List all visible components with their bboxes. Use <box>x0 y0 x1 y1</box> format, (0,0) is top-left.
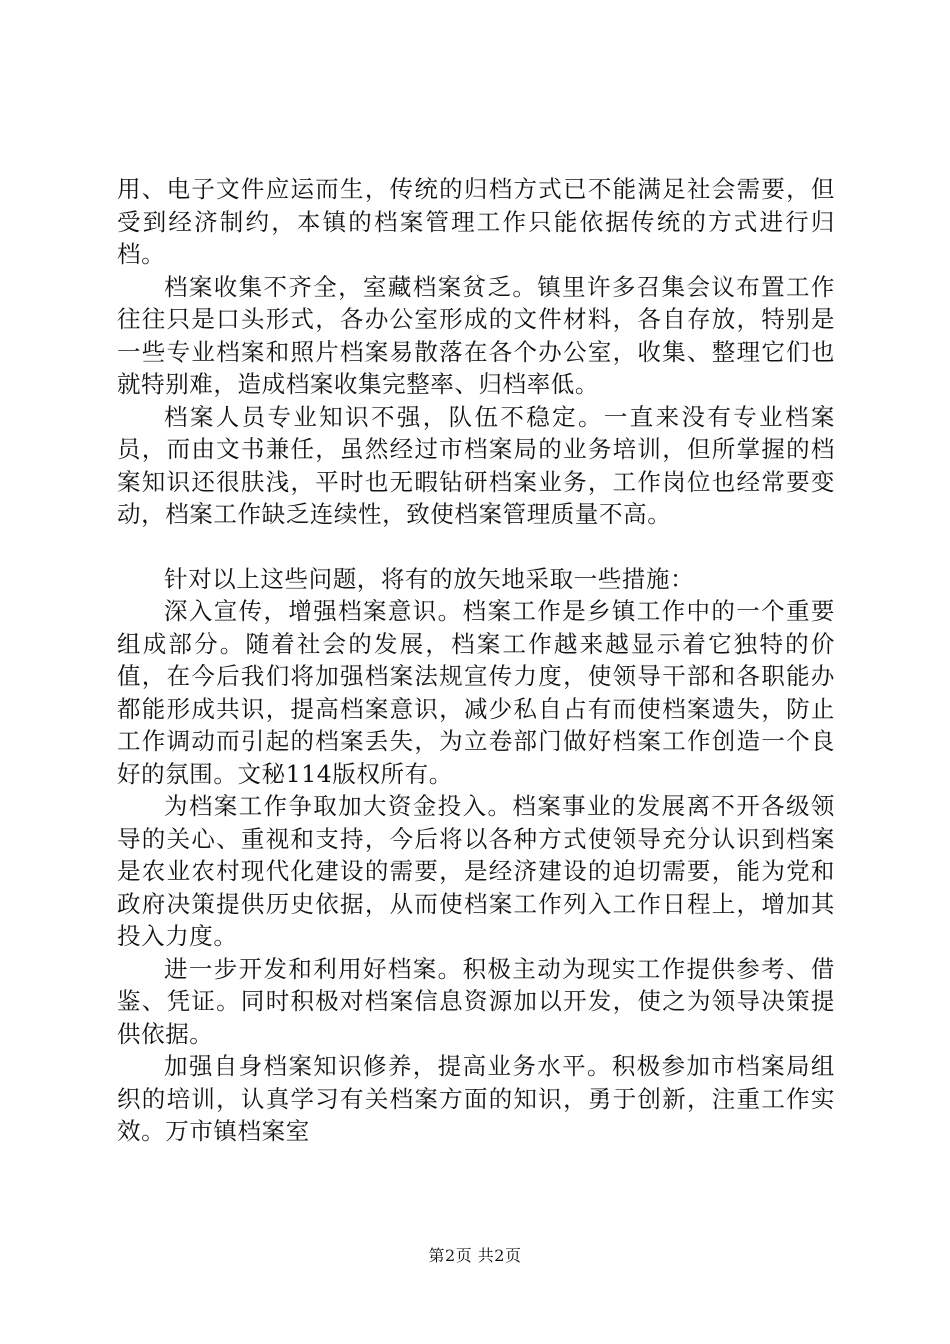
paragraph-continuation: 用、电子文件应运而生，传统的归档方式已不能满足社会需要，但受到经济制约，本镇的档案管理工作只能依据传统的方式进行归档。 <box>117 175 835 268</box>
paragraph-archive-collection: 档案收集不齐全，室藏档案贫乏。镇里许多召集会议布置工作往往只是口头形式，各办公室形成的文件材料，各自存放，特别是一些专业档案和照片档案易散落在各个办公室，收集、整理它们也就特别难，造成档案收集完整率、归档率低。 <box>117 272 835 398</box>
paragraph-measure-publicity: 深入宣传，增强档案意识。档案工作是乡镇工作中的一个重要组成部分。随着社会的发展，档案工作越来越显示着它独特的价值，在今后我们将加强档案法规宣传力度，使领导干部和各职能办都能形成共识，提高档案意识，减少私自占有而使档案遗失，防止工作调动而引起的档案丢失，为立卷部门做好档案工作创造一个良好的氛围。文秘114版权所有。 <box>117 597 835 788</box>
paragraph-measure-funding: 为档案工作争取加大资金投入。档案事业的发展离不开各级领导的关心、重视和支持，今后将以各种方式使领导充分认识到档案是农业农村现代化建设的需要，是经济建设的迫切需要，能为党和政府决策提供历史依据，从而使档案工作列入工作日程上，增加其投入力度。 <box>117 792 835 950</box>
paragraph-measures-intro: 针对以上这些问题，将有的放矢地采取一些措施： <box>164 564 695 593</box>
document-body <box>117 173 835 1148</box>
paragraph-measure-utilization: 进一步开发和利用好档案。积极主动为现实工作提供参考、借鉴、凭证。同时积极对档案信息资源加以开发，使之为领导决策提供依据。 <box>117 954 835 1048</box>
page-number-footer: 第2页 共2页 <box>428 1246 522 1265</box>
paragraph-measure-training: 加强自身档案知识修养，提高业务水平。积极参加市档案局组织的培训，认真学习有关档案方面的知识，勇于创新，注重工作实效。万市镇档案室 <box>117 1052 835 1145</box>
paragraph-archive-staff: 档案人员专业知识不强，队伍不稳定。一直来没有专业档案员，而由文书兼任，虽然经过市档案局的业务培训，但所掌握的档案知识还很肤浅，平时也无暇钻研档案业务，工作岗位也经常要变动，档案工作缺乏连续性，致使档案管理质量不高。 <box>117 402 835 528</box>
